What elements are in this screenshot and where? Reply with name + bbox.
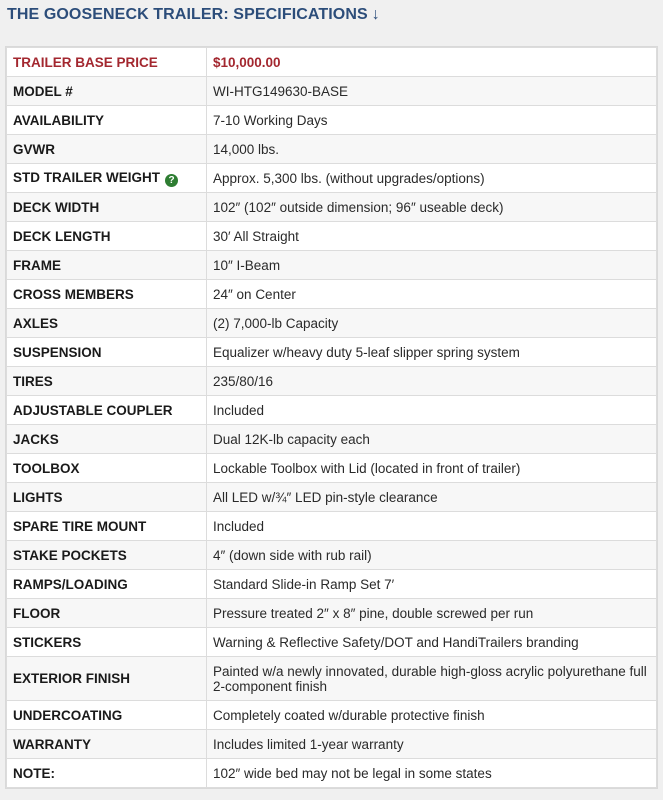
spec-label: RAMPS/LOADING bbox=[7, 570, 207, 599]
table-row bbox=[7, 222, 657, 251]
table-row bbox=[7, 730, 657, 759]
spec-label: CROSS MEMBERS bbox=[7, 280, 207, 309]
spec-value: 4″ (down side with rub rail) bbox=[207, 541, 657, 570]
spec-label: NOTE: bbox=[7, 759, 207, 788]
spec-value: WI-HTG149630-BASE bbox=[207, 77, 657, 106]
table-row bbox=[7, 512, 657, 541]
spec-value: Completely coated w/durable protective finish bbox=[207, 701, 657, 730]
table-row bbox=[7, 338, 657, 367]
table-row bbox=[7, 193, 657, 222]
spec-value: All LED w/¾″ LED pin-style clearance bbox=[207, 483, 657, 512]
spec-value: 24″ on Center bbox=[207, 280, 657, 309]
spec-value: 235/80/16 bbox=[207, 367, 657, 396]
spec-value: Painted w/a newly innovated, durable high-gloss acrylic polyurethane full 2-component finish bbox=[207, 657, 657, 701]
spec-label: STICKERS bbox=[7, 628, 207, 657]
spec-label: FRAME bbox=[7, 251, 207, 280]
spec-label: TOOLBOX bbox=[7, 454, 207, 483]
spec-label: ADJUSTABLE COUPLER bbox=[7, 396, 207, 425]
table-row bbox=[7, 164, 657, 193]
spec-value: 14,000 lbs. bbox=[207, 135, 657, 164]
spec-value: Dual 12K-lb capacity each bbox=[207, 425, 657, 454]
spec-value: $10,000.00 bbox=[207, 48, 657, 77]
spec-value: 102″ wide bed may not be legal in some states bbox=[207, 759, 657, 788]
page-title bbox=[0, 0, 663, 36]
spec-value: 7-10 Working Days bbox=[207, 106, 657, 135]
spec-label: SUSPENSION bbox=[7, 338, 207, 367]
table-row bbox=[7, 483, 657, 512]
page-title-text: THE GOOSENECK TRAILER: SPECIFICATIONS bbox=[7, 6, 368, 23]
table-row bbox=[7, 701, 657, 730]
table-row bbox=[7, 541, 657, 570]
spec-label: SPARE TIRE MOUNT bbox=[7, 512, 207, 541]
table-row bbox=[7, 425, 657, 454]
spec-value: Includes limited 1-year warranty bbox=[207, 730, 657, 759]
spec-value: (2) 7,000-lb Capacity bbox=[207, 309, 657, 338]
table-row bbox=[7, 135, 657, 164]
spec-value: 102″ (102″ outside dimension; 96″ useable deck) bbox=[207, 193, 657, 222]
spec-label: JACKS bbox=[7, 425, 207, 454]
spec-label: LIGHTS bbox=[7, 483, 207, 512]
spec-label-with-icon bbox=[7, 164, 207, 193]
table-row bbox=[7, 759, 657, 788]
table-row bbox=[7, 454, 657, 483]
spec-label: DECK WIDTH bbox=[7, 193, 207, 222]
spec-label: FLOOR bbox=[7, 599, 207, 628]
table-row bbox=[7, 599, 657, 628]
spec-label: TRAILER BASE PRICE bbox=[7, 48, 207, 77]
spec-value: Approx. 5,300 lbs. (without upgrades/options) bbox=[207, 164, 657, 193]
table-row bbox=[7, 628, 657, 657]
spec-value: Included bbox=[207, 512, 657, 541]
spec-table-container bbox=[5, 46, 658, 789]
spec-label: MODEL # bbox=[7, 77, 207, 106]
table-row bbox=[7, 309, 657, 338]
spec-label: DECK LENGTH bbox=[7, 222, 207, 251]
table-row bbox=[7, 570, 657, 599]
spec-label: TIRES bbox=[7, 367, 207, 396]
spec-value: Warning & Reflective Safety/DOT and HandiTrailers branding bbox=[207, 628, 657, 657]
spec-label: WARRANTY bbox=[7, 730, 207, 759]
spec-value: Equalizer w/heavy duty 5-leaf slipper spring system bbox=[207, 338, 657, 367]
spec-table bbox=[6, 47, 657, 788]
spec-label: AVAILABILITY bbox=[7, 106, 207, 135]
spec-value: Included bbox=[207, 396, 657, 425]
spec-label: EXTERIOR FINISH bbox=[7, 657, 207, 701]
spec-label-text: STD TRAILER WEIGHT bbox=[13, 169, 160, 185]
table-row bbox=[7, 396, 657, 425]
table-row bbox=[7, 77, 657, 106]
table-row bbox=[7, 106, 657, 135]
spec-label: GVWR bbox=[7, 135, 207, 164]
arrow-down-icon: ↓ bbox=[371, 6, 380, 23]
spec-label: AXLES bbox=[7, 309, 207, 338]
spec-value: 30′ All Straight bbox=[207, 222, 657, 251]
spec-value: Pressure treated 2″ x 8″ pine, double screwed per run bbox=[207, 599, 657, 628]
spec-value: Lockable Toolbox with Lid (located in front of trailer) bbox=[207, 454, 657, 483]
table-row bbox=[7, 280, 657, 309]
spec-value: Standard Slide-in Ramp Set 7′ bbox=[207, 570, 657, 599]
help-icon[interactable]: ? bbox=[165, 174, 178, 187]
table-row-price bbox=[7, 48, 657, 77]
table-row bbox=[7, 251, 657, 280]
table-row bbox=[7, 367, 657, 396]
spec-label: UNDERCOATING bbox=[7, 701, 207, 730]
table-row bbox=[7, 657, 657, 701]
spec-value: 10″ I-Beam bbox=[207, 251, 657, 280]
spec-label: STAKE POCKETS bbox=[7, 541, 207, 570]
